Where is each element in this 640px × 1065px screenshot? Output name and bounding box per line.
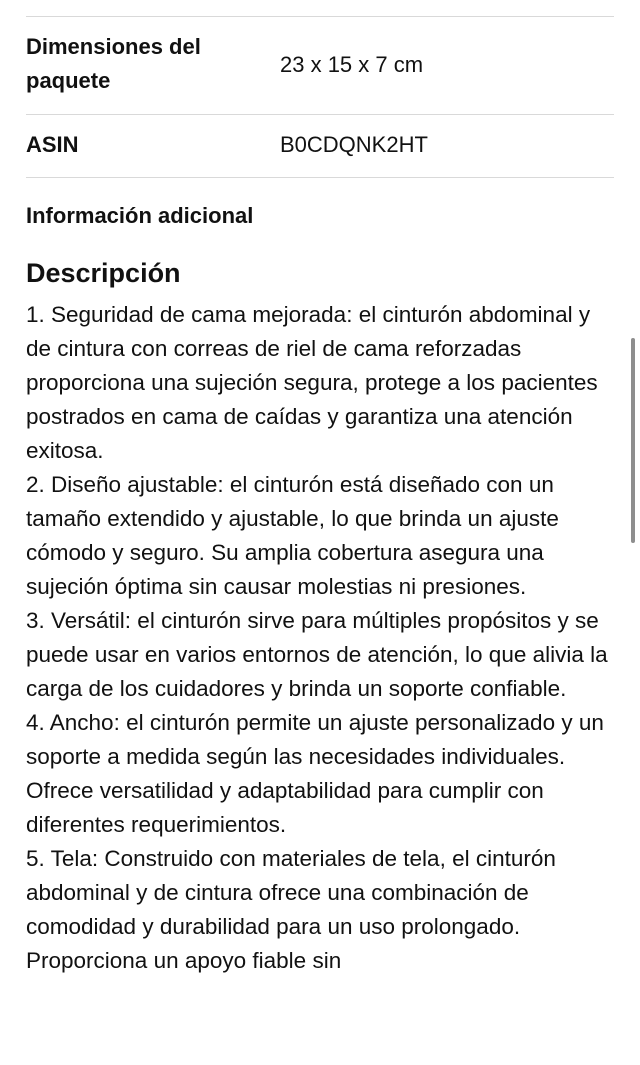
scrollbar-thumb[interactable] [631,338,635,543]
description-paragraph: 4. Ancho: el cinturón permite un ajuste personalizado y un soporte a medida según las necesidades individuales. Ofrece versatilidad y adaptabilidad para cumplir con diferentes requerimientos. [26,710,604,837]
description-body [26,298,616,1058]
description-heading: Descripción [26,258,181,288]
description-paragraph: 1. Seguridad de cama mejorada: el cinturón abdominal y de cintura con correas de riel de cama reforzadas proporciona una sujeción segura, protege a los pacientes postrados en cama de caídas y garantiza una atención exitosa. [26,302,598,463]
description-paragraph: 2. Diseño ajustable: el cinturón está diseñado con un tamaño extendido y ajustable, lo que brinda un ajuste cómodo y seguro. Su amplia cobertura asegura una sujeción óptima sin causar molestias ni presiones. [26,472,559,599]
table-divider [26,177,614,178]
table-divider [26,16,614,17]
spec-value: 23 x 15 x 7 cm [280,52,424,77]
description-paragraph: 5. Tela: Construido con materiales de tela, el cinturón abdominal y de cintura ofrece una combinación de comodidad y durabilidad para un uso prolongado. Proporciona un apoyo fiable sin [26,846,556,973]
spec-label: Dimensiones del paquete [26,34,201,93]
table-divider [26,114,614,115]
spec-value: B0CDQNK2HT [280,132,428,157]
spec-label: ASIN [26,132,79,157]
additional-info-heading: Información adicional [26,203,254,228]
spec-row-dimensions [26,30,614,100]
description-paragraph: 3. Versátil: el cinturón sirve para múltiples propósitos y se puede usar en varios entornos de atención, lo que alivia la carga de los cuidadores y brinda un soporte confiable. [26,608,608,701]
spec-row-asin [26,128,614,162]
